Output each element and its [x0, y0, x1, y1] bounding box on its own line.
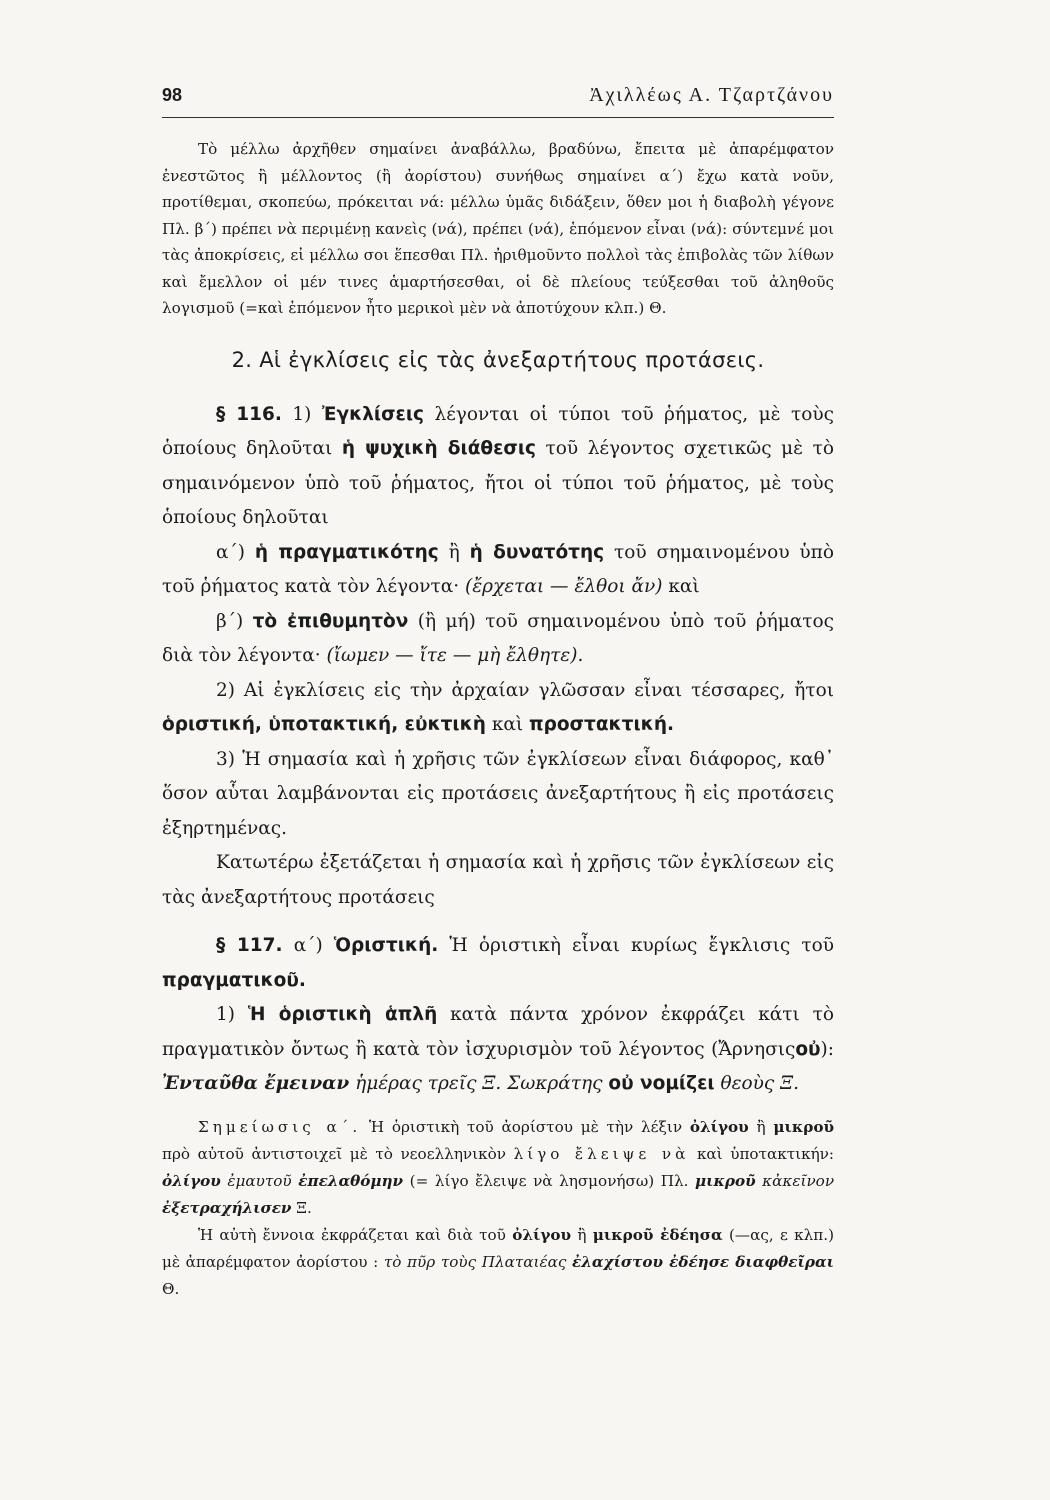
- term: μικροῦ ἐδέησα: [592, 1225, 723, 1244]
- note-paragraph-1: [162, 1114, 834, 1222]
- text: πρὸ αὐτοῦ ἀντιστοιχεῖ μὲ τὸ νεοελληνικὸν: [162, 1144, 506, 1163]
- page-header: [162, 84, 834, 118]
- section-title: 2. Αἱ ἐγκλίσεις εἰς τὰς ἀνεξαρτήτους προτάσεις.: [231, 347, 765, 372]
- term: Ἐγκλίσεις: [321, 403, 425, 425]
- text: ἢ: [756, 1117, 766, 1136]
- text: τοῦ λέγοντος σχετικῶς μὲ τὸ σημαινόμενον ὑπὸ τοῦ ῥήματος, ἤτοι οἱ τύποι τοῦ ῥήματος, μὲ τοὺς ὁποίους δηλοῦται: [162, 438, 834, 528]
- example: κἀκεῖνον: [762, 1171, 835, 1190]
- text: ἢ: [448, 541, 460, 563]
- term: πραγματικοῦ.: [162, 969, 306, 991]
- term: τὸ ἐπιθυμητὸν: [252, 610, 409, 632]
- term: Ὁριστική.: [333, 935, 439, 956]
- term: ἡ ψυχικὴ διάθεσις: [341, 438, 537, 459]
- term: μικροῦ: [773, 1117, 834, 1136]
- text: ἢ: [577, 1225, 587, 1244]
- note-paragraph-2: [162, 1222, 834, 1303]
- example: ὀλίγου: [162, 1171, 221, 1190]
- text: (—ας, ε κλπ.) μὲ ἀπαρέμφατον ἀορίστου :: [162, 1225, 835, 1271]
- example: ἐλαχίστου ἐδέησε διαφθεῖραι: [572, 1252, 834, 1271]
- example: (ἴωμεν — ἴτε — μὴ ἔλθητε).: [326, 645, 584, 666]
- item-label: α΄): [293, 935, 323, 956]
- item-label: β΄): [216, 610, 244, 632]
- text: Ἡ ὁριστικὴ εἶναι κυρίως ἔγκλισις τοῦ: [449, 935, 834, 956]
- text: Θ.: [162, 1279, 180, 1298]
- text: τοῦ σημαινομένου ὑπὸ τοῦ ῥήματος κατὰ τὸν λέγοντα·: [162, 541, 834, 597]
- section-number: § 117.: [216, 935, 283, 956]
- text: καὶ: [491, 714, 524, 735]
- item-label: α΄): [216, 541, 245, 563]
- example: ἡμέρας τρεῖς Ξ.: [355, 1073, 502, 1094]
- example: Σωκράτης: [507, 1073, 603, 1094]
- item-label: 1): [216, 1004, 235, 1025]
- paragraph-116-3: 3) Ἡ σημασία καὶ ἡ χρῆσις τῶν ἐγκλίσεων εἶναι διάφορος, καθ᾽ ὅσον αὗται λαμβάνονται εἰς προτάσεις ἀνεξαρτήτους ἢ εἰς προτάσεις ἐξηρτημένας.: [162, 748, 834, 839]
- term: ἡ πραγματικότης: [254, 541, 439, 563]
- example: τὸ πῦρ τοὺς Πλαταιέας: [383, 1252, 567, 1271]
- item-label: 1): [292, 403, 312, 425]
- text: ):: [820, 1038, 834, 1060]
- text: καὶ: [668, 576, 700, 597]
- page: [162, 84, 834, 1303]
- text: Ἡ αὐτὴ ἔννοια ἐκφράζεται καὶ διὰ τοῦ: [198, 1225, 506, 1244]
- modern-phrase: λίγο ἔλειψε νὰ: [513, 1144, 690, 1163]
- intro-paragraph: Τὸ μέλλω ἀρχῆθεν σημαίνει ἀναβάλλω, βραδύνω, ἔπειτα μὲ ἀπαρέμφατον ἐνεστῶτος ἢ μέλλοντος (ἢ ἀορίστου) συνήθως σημαίνει α΄) ἔχω κατὰ νοῦν, προτίθεμαι, σκοπεύω, πρόκειται νά: μέλλω ὑμᾶς διδάξειν, ὅθεν μοι ἡ διαβολὴ γέγονε Πλ. β΄) πρέπει νὰ περιμένῃ κανεὶς (νά), πρέπει (νά), ἑπόμενον εἶναι (νά): σύντεμνέ μοι τὰς ἀποκρίσεις, εἰ μέλλω σοι ἕπεσθαι Πλ. ἠριθμοῦντο πολλοὶ τὰς ἐπιβολὰς τῶν λίθων καὶ ἔμελλον οἱ μέν τινες ἁμαρτήσεσθαι, οἱ δὲ πλείους τεύξεσθαι τοῦ ἀληθοῦς λογισμοῦ (=καὶ ἑπόμενον ἦτο μερικοὶ μὲν νὰ ἀποτύχουν κλπ.) Θ.: [162, 140, 834, 317]
- example: ἐξετραχήλισεν: [162, 1198, 292, 1217]
- paragraph-116-b: [162, 605, 834, 674]
- text: (= λίγο ἔλειψε νὰ λησμονήσω) Πλ.: [409, 1171, 689, 1190]
- text: Ἡ ὁριστικὴ τοῦ ἀορίστου μὲ τὴν λέξιν: [368, 1117, 683, 1136]
- running-title: Ἀχιλλέως Α. Τζαρτζάνου: [589, 84, 834, 106]
- paragraph-116: [162, 398, 834, 536]
- example: μικροῦ: [695, 1171, 756, 1190]
- paragraph-117-1: [162, 998, 834, 1102]
- note-block: [162, 1114, 834, 1303]
- term: οὐ νομίζει: [608, 1073, 715, 1094]
- text: Ξ.: [296, 1198, 312, 1217]
- term: ὀλίγου: [689, 1117, 749, 1136]
- page-number: 98: [162, 85, 183, 105]
- text: 2) Αἱ ἐγκλίσεις εἰς τὴν ἀρχαίαν γλῶσσαν εἶναι τέσσαρες, ἤτοι: [216, 679, 834, 701]
- paragraph-117: [162, 929, 834, 998]
- text: λέγονται οἱ τύποι τοῦ ῥήματος, μὲ τοὺς ὁποίους δηλοῦται: [162, 403, 834, 459]
- term: οὐ: [795, 1038, 821, 1060]
- term: ὀλίγου: [512, 1225, 572, 1244]
- example: θεοὺς Ξ.: [720, 1073, 800, 1094]
- text: κατὰ πάντα χρόνον ἐκφράζει κάτι τὸ πραγματικὸν ὄντως ἢ κατὰ τὸν ἰσχυρισμὸν τοῦ λέγοντος (Ἄρνησις: [162, 1004, 834, 1060]
- main-body: [162, 398, 834, 1102]
- term: ἡ δυνατότης: [469, 541, 605, 563]
- text: (ἢ μή) τοῦ σημαινομένου ὑπὸ τοῦ ῥήματος διὰ τὸν λέγοντα·: [162, 610, 834, 666]
- example: (ἔρχεται — ἔλθοι ἄν): [465, 576, 663, 597]
- note-label: Σημείωσις α΄.: [198, 1117, 362, 1136]
- term: ὁριστική, ὑποτακτική, εὐκτικὴ: [162, 714, 486, 735]
- paragraph-116-2: [162, 674, 834, 743]
- term: Ἡ ὁριστικὴ ἁπλῆ: [247, 1004, 438, 1025]
- term: προστακτική.: [529, 714, 675, 735]
- example: Ἐνταῦθα ἔμειναν: [162, 1073, 350, 1094]
- paragraph-116-a: [162, 536, 834, 605]
- text: καὶ ὑποτακτικήν:: [696, 1144, 835, 1163]
- example: ἐμαυτοῦ: [227, 1171, 292, 1190]
- paragraph-116-4: Κατωτέρω ἐξετάζεται ἡ σημασία καὶ ἡ χρῆσις τῶν ἐγκλίσεων εἰς τὰς ἀνεξαρτήτους προτάσεις: [162, 852, 834, 908]
- example: ἐπελαθόμην: [298, 1171, 404, 1190]
- section-number: § 116.: [216, 403, 282, 425]
